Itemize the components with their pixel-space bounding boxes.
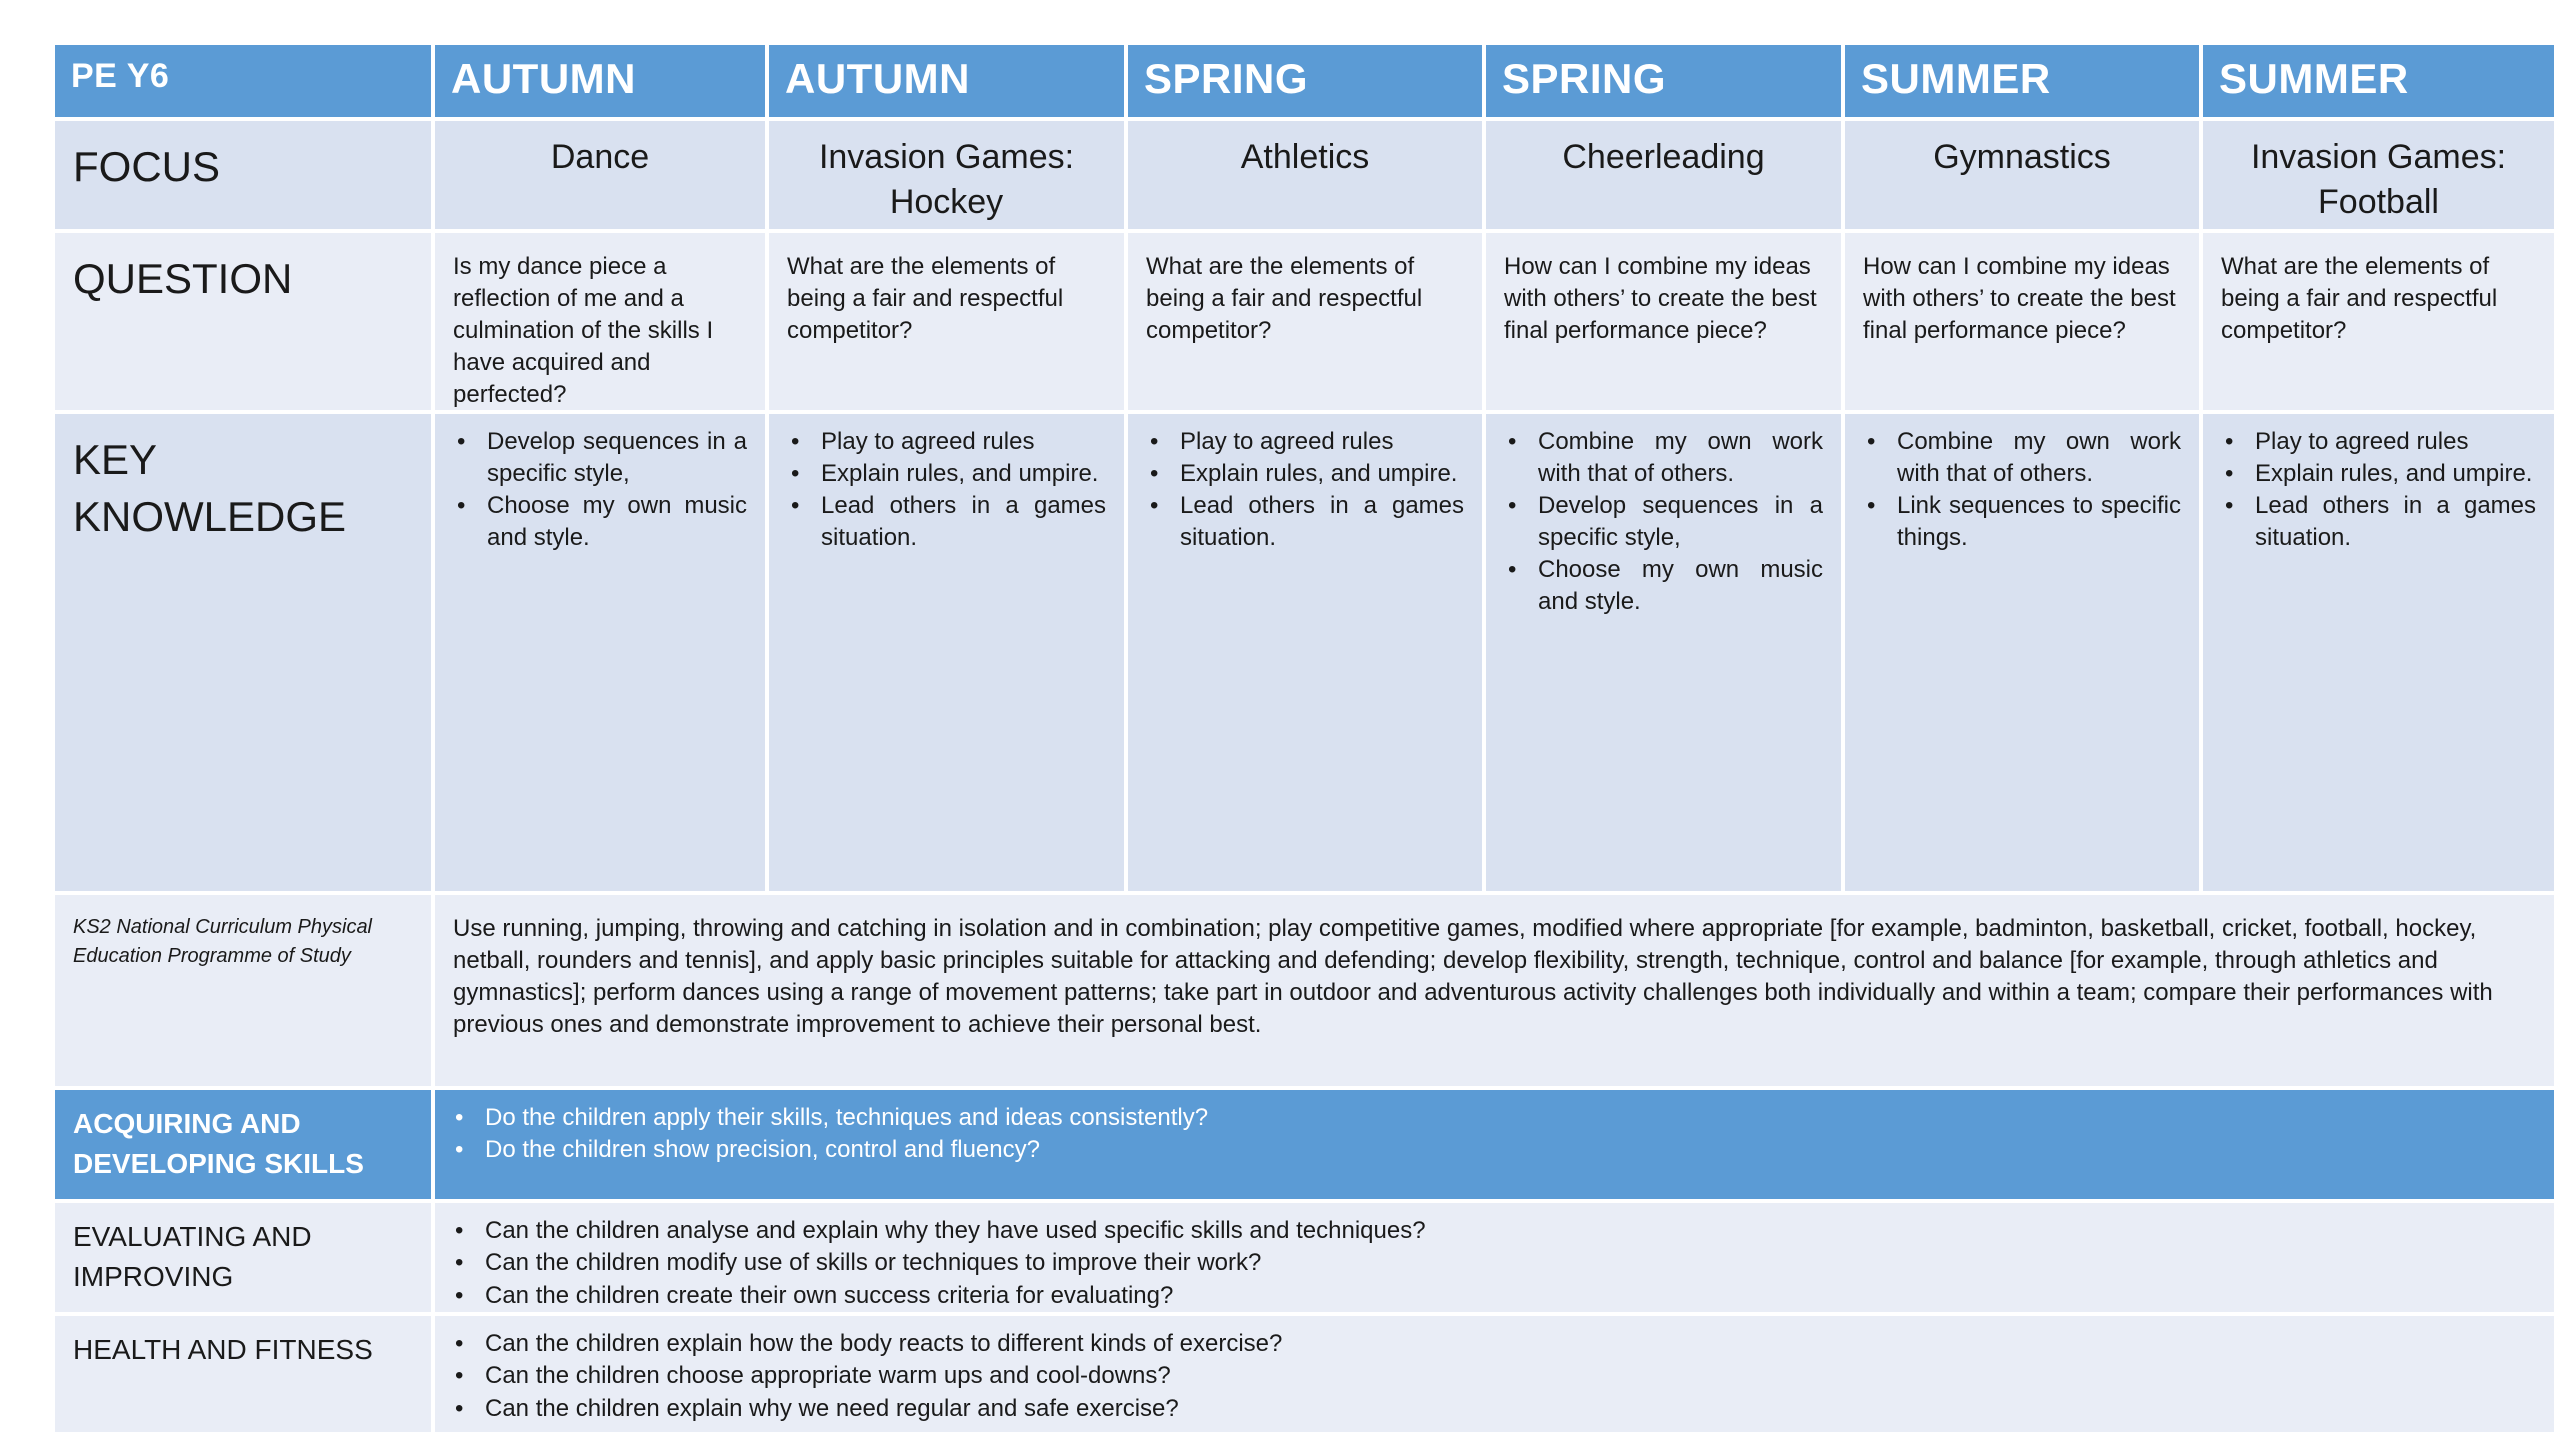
list-item: • Play to agreed rules <box>2255 426 2536 458</box>
list-item: • Explain rules, and umpire. <box>1180 458 1464 490</box>
key-knowledge-cell <box>435 414 765 891</box>
focus-cell: Gymnastics <box>1845 121 2199 229</box>
term-header-autumn-2: AUTUMN <box>769 45 1124 117</box>
table-title: PE Y6 <box>55 45 431 117</box>
acquiring-skills-label: ACQUIRING AND DEVELOPING SKILLS <box>55 1090 431 1199</box>
list-item: • Develop sequences in a specific style, <box>487 426 747 490</box>
key-knowledge-cell <box>769 414 1124 891</box>
question-row-label: QUESTION <box>55 233 431 410</box>
key-knowledge-cell <box>2203 414 2554 891</box>
focus-cell: Cheerleading <box>1486 121 1841 229</box>
list-item: • Choose my own music and style. <box>487 490 747 554</box>
list-item: • Lead others in a games situation. <box>821 490 1106 554</box>
acquiring-skills-list <box>455 1102 2536 1167</box>
list-item: • Combine my own work with that of others. <box>1538 426 1823 490</box>
term-header-summer-1: SUMMER <box>1845 45 2199 117</box>
focus-cell: Invasion Games: Football <box>2203 121 2554 229</box>
evaluating-label: EVALUATING AND IMPROVING <box>55 1203 431 1312</box>
key-knowledge-list <box>1144 426 1464 554</box>
term-header-spring-2: SPRING <box>1486 45 1841 117</box>
list-item: • Choose my own music and style. <box>1538 554 1823 618</box>
key-knowledge-list <box>1861 426 2181 554</box>
list-item: • Can the children explain how the body reacts to different kinds of exercise? <box>485 1328 2536 1360</box>
term-header-spring-1: SPRING <box>1128 45 1482 117</box>
key-knowledge-cell <box>1845 414 2199 891</box>
national-curriculum-text: Use running, jumping, throwing and catching in isolation and in combination; play competitive games, modified where appropriate [for example, badminton, basketball, cricket, football, hockey, netball, rounders and tennis], and apply basic principles suitable for attacking and defending; develop flexibility, strength, technique, control and balance [for example, through athletics and gymnastics]; perform dances using a range of movement patterns; take part in outdoor and adventurous activity challenges both individually and within a team; compare their performances with previous ones and demonstrate improvement to achieve their personal best. <box>435 895 2554 1086</box>
key-knowledge-list <box>1502 426 1823 617</box>
list-item: • Play to agreed rules <box>1180 426 1464 458</box>
list-item: • Can the children modify use of skills or techniques to improve their work? <box>485 1247 2536 1279</box>
focus-row-label: FOCUS <box>55 121 431 229</box>
evaluating-cell <box>435 1203 2554 1312</box>
key-knowledge-row-label: KEY KNOWLEDGE <box>55 414 431 891</box>
question-cell: How can I combine my ideas with others’ to create the best final performance piece? <box>1486 233 1841 410</box>
key-knowledge-list <box>451 426 747 554</box>
focus-cell: Athletics <box>1128 121 1482 229</box>
national-curriculum-label: KS2 National Curriculum Physical Education Programme of Study <box>55 895 431 1086</box>
key-knowledge-cell <box>1128 414 1482 891</box>
list-item: • Play to agreed rules <box>821 426 1106 458</box>
focus-cell: Invasion Games: Hockey <box>769 121 1124 229</box>
list-item: • Can the children analyse and explain why they have used specific skills and techniques? <box>485 1215 2536 1247</box>
question-cell: What are the elements of being a fair and respectful competitor? <box>2203 233 2554 410</box>
health-fitness-cell <box>435 1316 2554 1432</box>
question-cell: How can I combine my ideas with others’ to create the best final performance piece? <box>1845 233 2199 410</box>
term-header-autumn-1: AUTUMN <box>435 45 765 117</box>
list-item: • Can the children choose appropriate warm ups and cool-downs? <box>485 1360 2536 1392</box>
list-item: • Do the children show precision, control and fluency? <box>485 1134 2536 1166</box>
list-item: • Explain rules, and umpire. <box>2255 458 2536 490</box>
list-item: • Lead others in a games situation. <box>2255 490 2536 554</box>
list-item: • Can the children create their own success criteria for evaluating? <box>485 1280 2536 1312</box>
health-fitness-label: HEALTH AND FITNESS <box>55 1316 431 1432</box>
question-cell: Is my dance piece a reflection of me and a culmination of the skills I have acquired and perfected? <box>435 233 765 410</box>
key-knowledge-cell <box>1486 414 1841 891</box>
question-cell: What are the elements of being a fair and respectful competitor? <box>1128 233 1482 410</box>
list-item: • Explain rules, and umpire. <box>821 458 1106 490</box>
health-fitness-list <box>455 1328 2536 1425</box>
list-item: • Develop sequences in a specific style, <box>1538 490 1823 554</box>
acquiring-skills-cell <box>435 1090 2554 1199</box>
question-cell: What are the elements of being a fair and respectful competitor? <box>769 233 1124 410</box>
key-knowledge-list <box>2219 426 2536 554</box>
list-item: • Can the children explain why we need regular and safe exercise? <box>485 1393 2536 1425</box>
focus-cell: Dance <box>435 121 765 229</box>
list-item: • Do the children apply their skills, techniques and ideas consistently? <box>485 1102 2536 1134</box>
list-item: • Lead others in a games situation. <box>1180 490 1464 554</box>
curriculum-table <box>55 45 2536 1432</box>
evaluating-list <box>455 1215 2536 1312</box>
term-header-summer-2: SUMMER <box>2203 45 2554 117</box>
list-item: • Combine my own work with that of others. <box>1897 426 2181 490</box>
key-knowledge-list <box>785 426 1106 554</box>
list-item: • Link sequences to specific things. <box>1897 490 2181 554</box>
